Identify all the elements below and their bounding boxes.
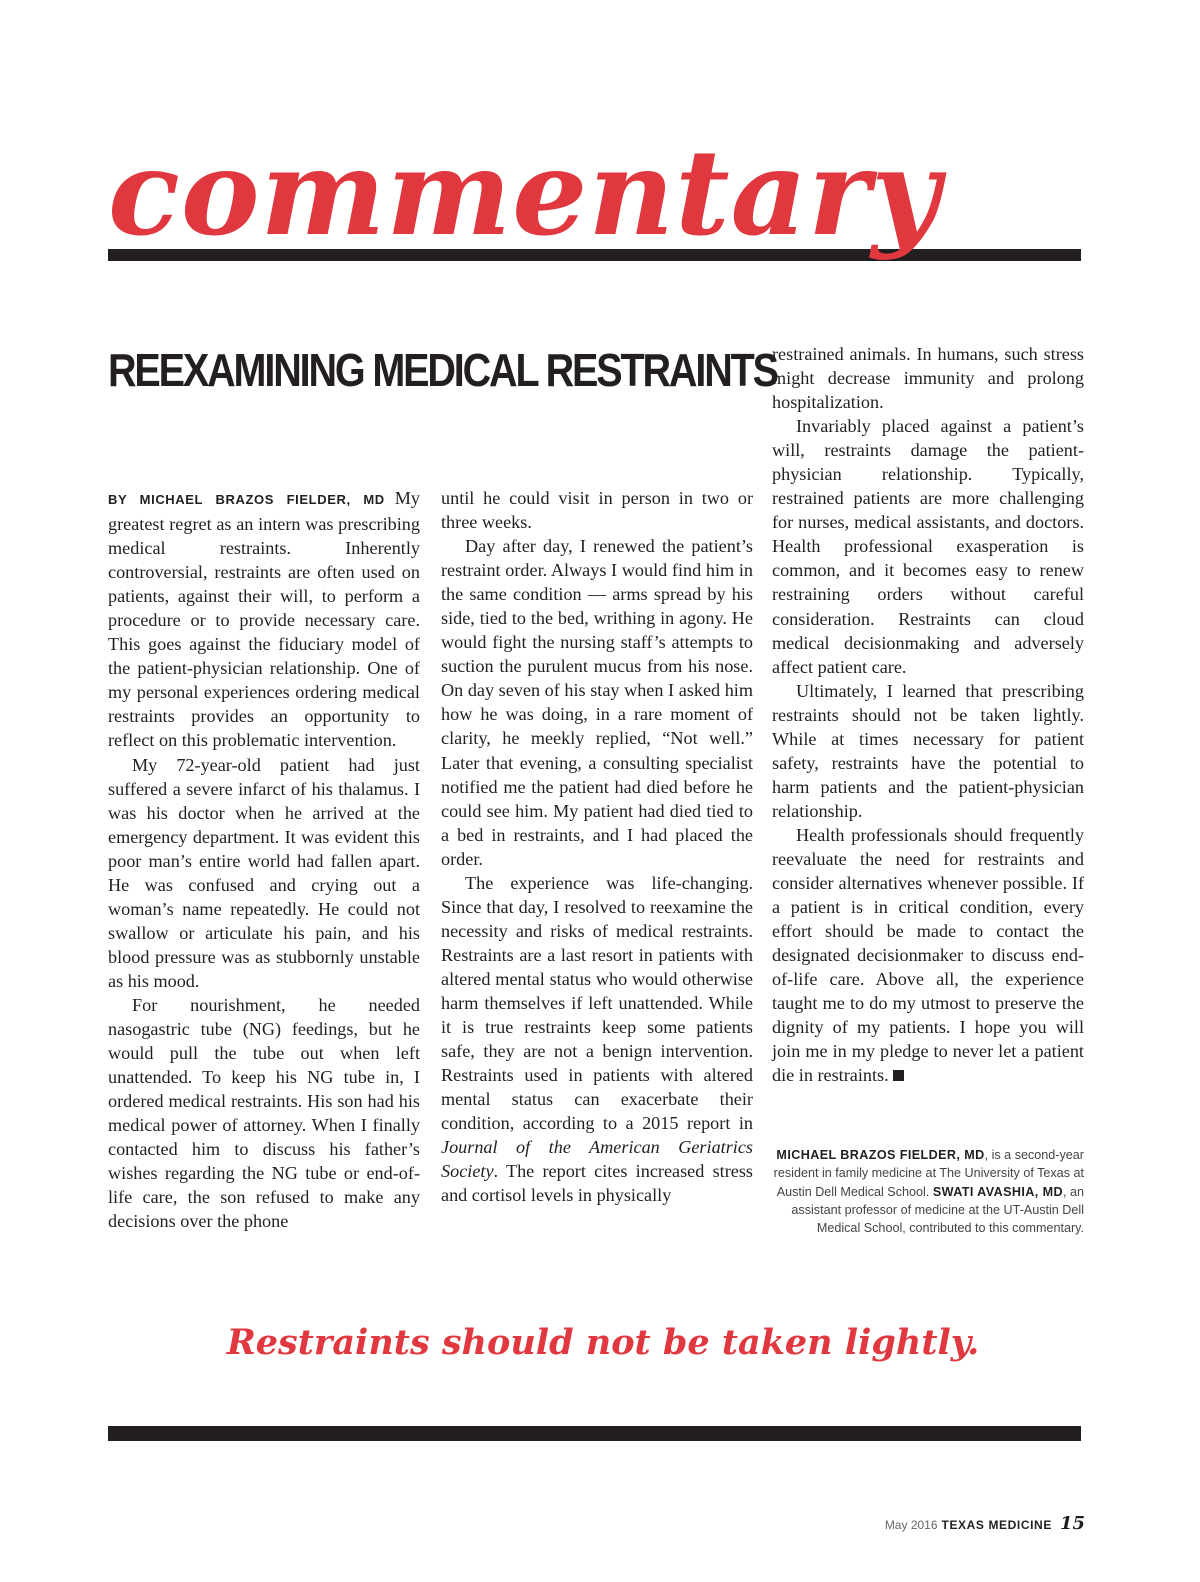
- byline: BY MICHAEL BRAZOS FIELDER, MD: [108, 492, 385, 507]
- paragraph-text: Health professionals should frequently reevaluate the need for restraints and consider alternatives whenever possible. If a patient is in critical condition, every effort should be made to contact the designated decisionmaker to discuss end-of-life care. Above all, the experience taught me to do my utmost to preserve the dignity of my patients. I hope you will join me in my pledge to never let a patient die in restraints.: [772, 824, 1084, 1086]
- issue-date: May 2016: [884, 1518, 938, 1532]
- paragraph: [772, 823, 1084, 1088]
- column-1: [108, 486, 420, 1233]
- paragraph: until he could visit in person in two or three weeks.: [441, 488, 753, 533]
- page-number: 15: [1059, 1513, 1085, 1534]
- paragraph: My 72-year-old patient had just suffered a severe infarct of his thalamus. I was his doctor when he arrived at the emergency department. It was evident this poor man’s entire world had fallen apart. He was confused and crying out a woman’s name repeatedly. He could not swallow or articulate his pain, and his blood pressure was as stubbornly unstable as his mood.: [108, 754, 420, 991]
- magazine-name: TEXAS MEDICINE: [941, 1518, 1052, 1532]
- paragraph: Day after day, I renewed the patient’s restraint order. Always I would find him in the same condition — arms spread by his side, tied to the bed, writhing in agony. He would fight the nursing staff’s attempts to suction the purulent mucus from his nose. On day seven of his stay when I asked him how he was doing, in a rare moment of clarity, he meekly replied, “Not well.” Later that evening, a consulting specialist notified me the patient had died before he could see him. My patient had died tied to a bed in restraints, and I had placed the order.: [441, 536, 753, 869]
- journal-title: Journal of the American Geriatrics Society: [441, 1137, 753, 1182]
- paragraph: [441, 871, 753, 1208]
- paragraph: restrained animals. In humans, such stress might decrease immunity and prolong hospitalization.: [772, 344, 1084, 413]
- paragraph: Ultimately, I learned that prescribing restraints should not be taken lightly. While at times necessary for patient safety, restraints have the potential to harm patients and the patient-physician relationship.: [772, 680, 1084, 821]
- article-headline: REEXAMINING MEDICAL RESTRAINTS: [108, 344, 777, 396]
- paragraph-text: My greatest regret as an intern was prescribing medical restraints. Inherently controversial, restraints are often used on patients, against their will, to perform a procedure or to provide necessary care. This goes against the fiduciary model of the patient-physician relationship. One of my personal experiences ordering medical restraints provides an opportunity to reflect on this problematic intervention.: [108, 488, 420, 751]
- bottom-rule: [108, 1426, 1081, 1441]
- page-footer: [780, 1512, 1085, 1537]
- column-2: [441, 486, 753, 1207]
- column-3: [772, 342, 1084, 1087]
- bio-text: , an assistant professor of medicine at the UT-Austin Dell Medical School, contributed to this commentary.: [791, 1184, 1084, 1236]
- end-mark-icon: [893, 1070, 904, 1081]
- pull-quote: Restraints should not be taken lightly.: [226, 1322, 980, 1363]
- author-name: MICHAEL BRAZOS FIELDER, MD: [776, 1148, 985, 1162]
- paragraph-text: The experience was life-changing. Since that day, I resolved to reexamine the necessity and risks of medical restraints. Restraints are a last resort in patients with altered mental status who would otherwise harm themselves if left unattended. While it is true restraints keep some patients safe, they are not a benign intervention. Restraints used in patients with altered mental status can exacerbate their condition, according to a 2015 report in: [441, 872, 753, 1134]
- section-title: commentary: [108, 123, 941, 262]
- paragraph: Invariably placed against a patient’s will, restraints damage the patient-physician relationship. Typically, restrained patients are more challenging for nurses, medical assistants, and doctors. Health professional exasperation is common, and it becomes easy to renew restraining orders without careful consideration. Restraints can cloud medical decisionmaking and adversely affect patient care.: [772, 416, 1084, 677]
- bio-text: , is a second-year resident in family medicine at The University of Texas at Austin Dell Medical School.: [773, 1148, 1084, 1199]
- paragraph: For nourishment, he needed nasogastric tube (NG) feedings, but he would pull the tube out when left unattended. To keep his NG tube in, I ordered medical restraints. His son had his medical power of attorney. When I finally contacted him to discuss his father’s wishes regarding the NG tube or end-of-life care, the son refused to make any decisions over the phone: [108, 994, 420, 1232]
- paragraph-text: . The report cites increased stress and cortisol levels in physically: [441, 1161, 753, 1206]
- contributor-name: SWATI AVASHIA, MD: [932, 1184, 1063, 1199]
- paragraph: [108, 486, 420, 753]
- author-bio: [760, 1146, 1084, 1237]
